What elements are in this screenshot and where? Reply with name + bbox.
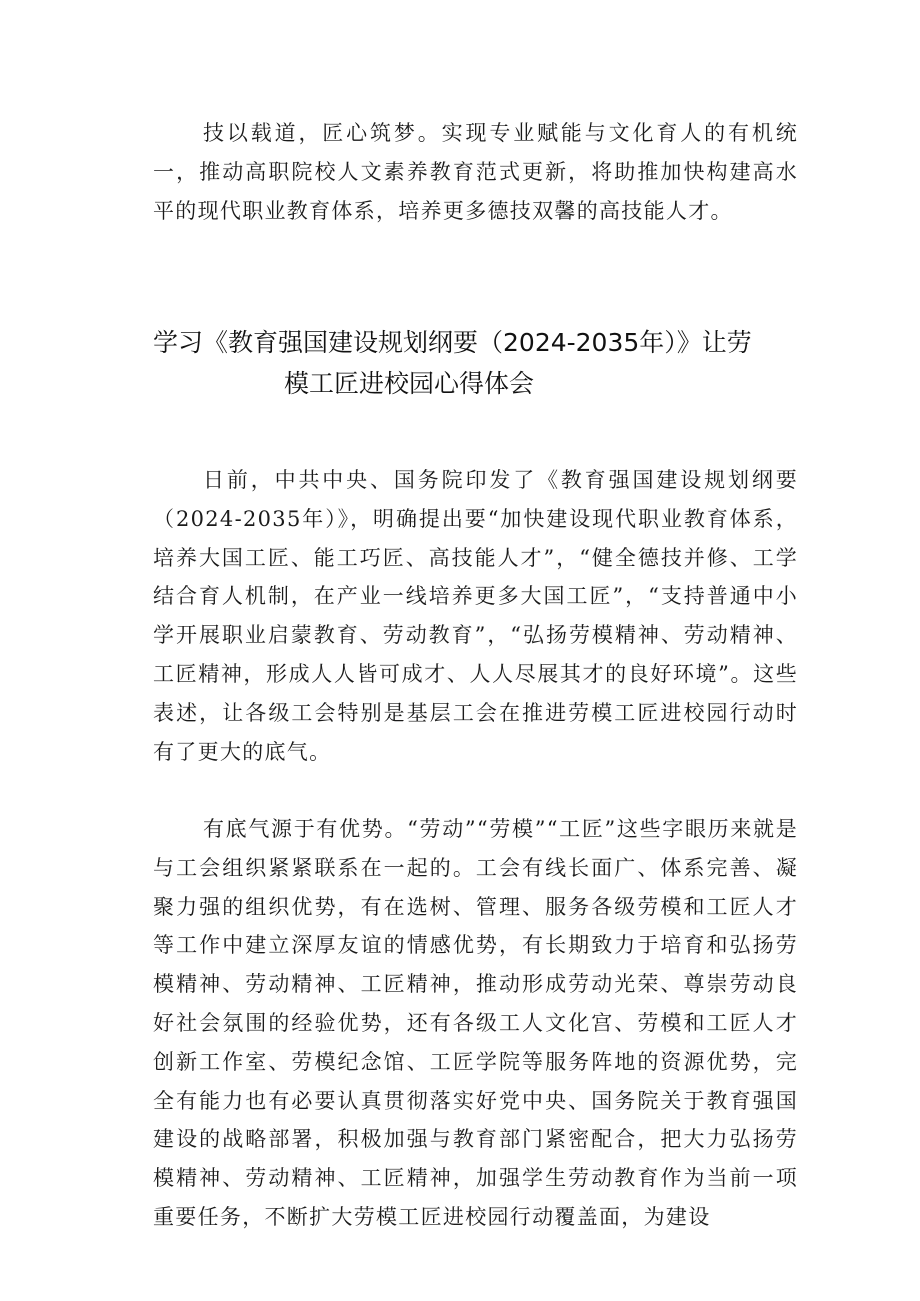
body-paragraph-1: 日前，中共中央、国务院印发了《教育强国建设规划纲要（2024-2035年）》，明确提出要“加快建设现代职业教育体系，培养大国工匠、能工巧匠、高技能人才”，“健全德技并修、工学结合育人机制，在产业一线培养更多大国工匠”，“支持普通中小学开展职业启蒙教育、劳动教育”，“弘扬劳模精神、劳动精神、工匠精神，形成人人皆可成才、人人尽展其才的良好环境”。这些表述，让各级工会特别是基层工会在推进劳模工匠进校园行动时有了更大的底气。 bbox=[153, 468, 798, 764]
article-title bbox=[153, 322, 813, 404]
body-paragraph-2: 有底气源于有优势。“劳动”“劳模”“工匠”这些字眼历来就是与工会组织紧紧联系在一起的。工会有线长面广、体系完善、凝聚力强的组织优势，有在选树、管理、服务各级劳模和工匠人才等工作中建立深厚友谊的情感优势，有长期致力于培育和弘扬劳模精神、劳动精神、工匠精神，推动形成劳动光荣、尊崇劳动良好社会氛围的经验优势，还有各级工人文化宫、劳模和工匠人才创新工作室、劳模纪念馆、工匠学院等服务阵地的资源优势，完全有能力也有必要认真贯彻落实好党中央、国务院关于教育强国建设的战略部署，积极加强与教育部门紧密配合，把大力弘扬劳模精神、劳动精神、工匠精神，加强学生劳动教育作为当前一项重要任务，不断扩大劳模工匠进校园行动覆盖面，为建设 bbox=[153, 817, 798, 1229]
article-title-line-2: 模工匠进校园心得体会 bbox=[284, 369, 535, 398]
article-title-line-1: 学习《教育强国建设规划纲要（2024-2035年）》让劳 bbox=[153, 328, 752, 357]
intro-paragraph: 技以载道，匠心筑梦。实现专业赋能与文化育人的有机统一，推动高职院校人文素养教育范式更新，将助推加快构建高水平的现代职业教育体系，培养更多德技双馨的高技能人才。 bbox=[153, 121, 798, 223]
